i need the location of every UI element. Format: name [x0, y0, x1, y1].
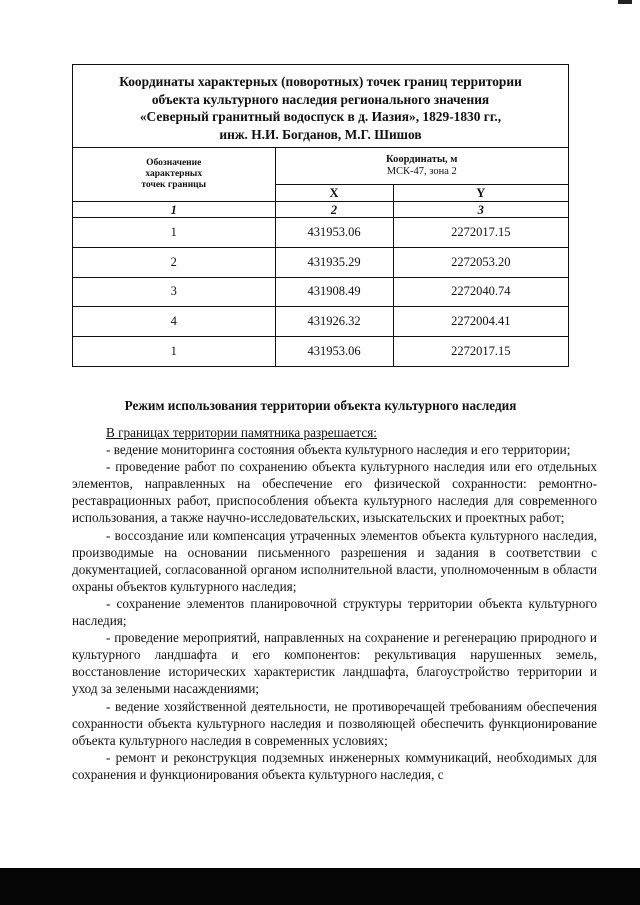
table-row — [73, 307, 568, 337]
point-cell: 1 — [73, 218, 275, 248]
point-cell: 1 — [73, 337, 275, 366]
y-cell: 2272004.41 — [393, 307, 568, 337]
coordinates-header: Координаты, м МСК-47, зона 2 — [275, 148, 568, 185]
point-cell: 2 — [73, 247, 275, 277]
body-text — [72, 424, 597, 783]
point-label-header: Обозначение характерных точек границы — [73, 148, 275, 202]
point-cell: 3 — [73, 277, 275, 307]
table-row — [73, 277, 568, 307]
scan-bottom-edge — [0, 868, 640, 905]
y-cell: 2272017.15 — [393, 337, 568, 366]
table-title — [73, 73, 568, 143]
axis-y-header: Y — [393, 185, 568, 202]
table-row — [73, 247, 568, 277]
axis-x-header: X — [275, 185, 393, 202]
column-number: 3 — [393, 202, 568, 218]
paragraph: - ведение мониторинга состояния объекта культурного наследия и его территории; — [106, 442, 571, 458]
x-cell: 431953.06 — [275, 337, 393, 366]
paragraph: - ведение хозяйственной деятельности, не противоречащей требованиям обеспечения сохранности объекта культурного наследия и позволяющей обеспечить функционирование объекта культурного наследия в современных условиях; — [72, 698, 597, 748]
table-row — [73, 218, 568, 248]
paragraph: - ремонт и реконструкция подземных инженерных коммуникаций, необходимых для сохранения и функционирования объекта культурного наследия, с — [72, 749, 597, 782]
x-cell: 431908.49 — [275, 277, 393, 307]
permitted-subheading: В границах территории памятника разрешается: — [106, 425, 377, 440]
x-cell: 431935.29 — [275, 247, 393, 277]
scan-top-edge — [0, 0, 640, 6]
title-line: инж. Н.И. Богданов, М.Г. Шишов — [219, 126, 422, 142]
coordinates-frame — [72, 64, 569, 367]
table-header-row — [73, 148, 568, 185]
paragraph: - сохранение элементов планировочной структуры территории объекта культурного наследия; — [72, 595, 597, 629]
scan-corner-mark — [618, 0, 632, 4]
column-number: 2 — [275, 202, 393, 218]
title-line: объекта культурного наследия регионального значения — [151, 91, 490, 107]
title-line: Координаты характерных (поворотных) точек границ территории — [119, 74, 522, 89]
section-heading: Режим использования территории объекта культурного наследия — [124, 398, 517, 413]
paragraph: - воссоздание или компенсация утраченных элементов объекта культурного наследия, производимые на основании письменного разрешения и задания в соответствии с документацией, согласованной органом исполнительной власти, уполномоченным в области охраны объектов культурного наследия; — [72, 527, 597, 594]
coordinates-table — [73, 147, 568, 366]
x-cell: 431926.32 — [275, 307, 393, 337]
paragraph: - проведение работ по сохранению объекта культурного наследия или его отдельных элементов, направленных на обеспечение его физической сохранности: ремонтно-реставрационных работ, приспособления объекта культурного наследия для современного использования, а также научно-исследовательских, изыскательских и проектных работ; — [72, 459, 597, 526]
column-number: 1 — [73, 202, 275, 218]
x-cell: 431953.06 — [275, 218, 393, 248]
paragraph: - проведение мероприятий, направленных на сохранение и регенерацию природного и культурного ландшафта и его компонентов: рекультивация нарушенных земель, восстановление исторических характеристик ландшафта, благоустройство территории и уход за зелеными насаждениями; — [72, 630, 597, 697]
point-cell: 4 — [73, 307, 275, 337]
column-number-row — [73, 202, 568, 218]
y-cell: 2272017.15 — [393, 218, 568, 248]
title-line: «Северный гранитный водоспуск в д. Иазия», 1829-1830 гг., — [139, 109, 502, 124]
table-row — [73, 337, 568, 366]
y-cell: 2272040.74 — [393, 277, 568, 307]
y-cell: 2272053.20 — [393, 247, 568, 277]
